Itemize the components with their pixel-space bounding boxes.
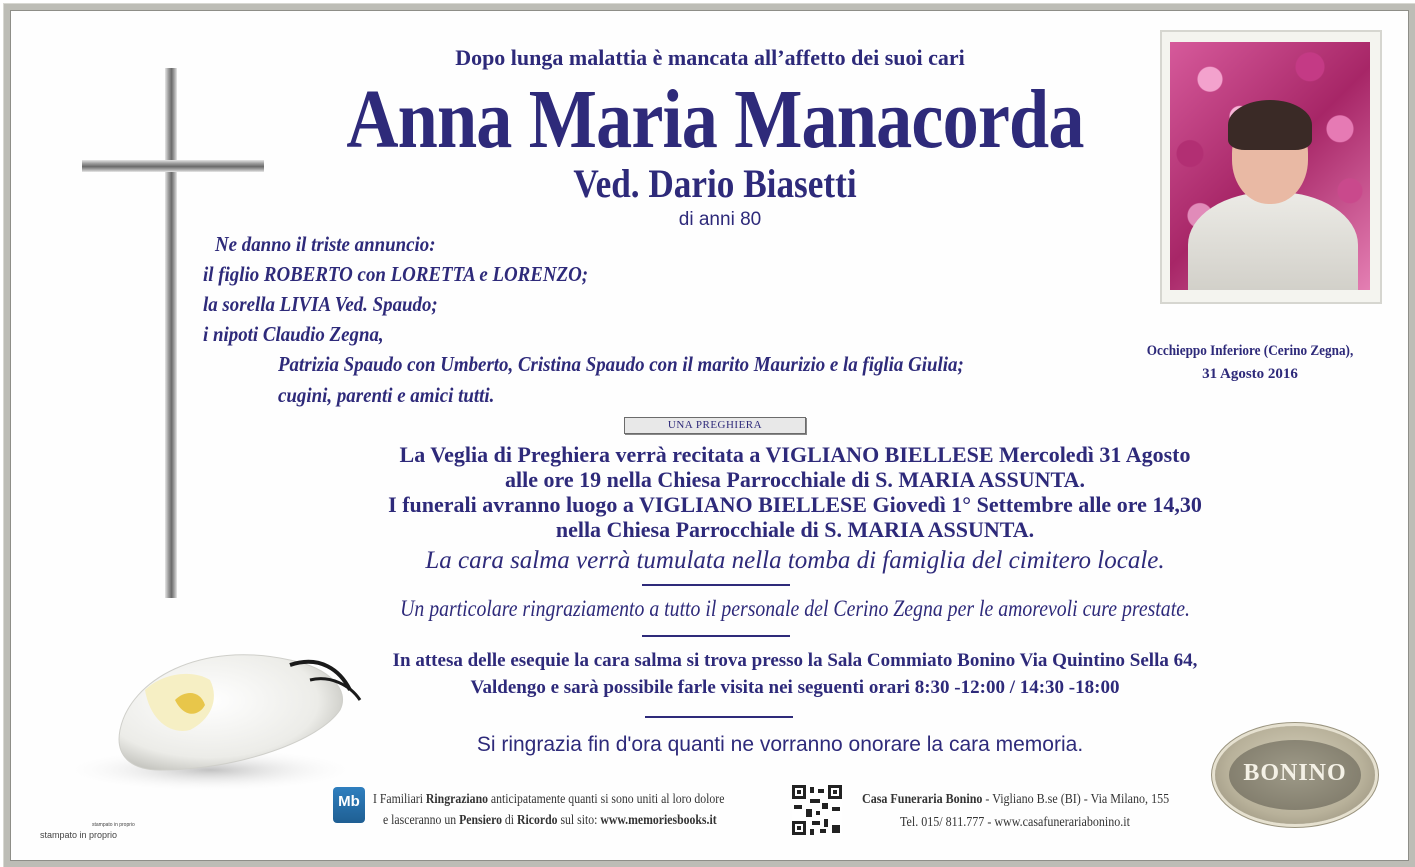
family-line-5: Patrizia Spaudo con Umberto, Cristina Spaudo con il marito Maurizio e la figlia Giulia; xyxy=(278,352,964,376)
intro-text: Dopo lunga malattia è mancata all’affetto dei suoi cari xyxy=(455,45,965,70)
deceased-name: Anna Maria Manacorda xyxy=(346,73,1084,166)
visiting-line-1: In attesa delle esequie la cara salma si trova presso la Sala Commiato Bonino Via Quintino Sella 64, xyxy=(392,650,1198,671)
funeral-home-name: Casa Funeraria Bonino xyxy=(862,792,983,807)
memoriesbooks-logo: Mb xyxy=(333,787,365,823)
date-text: 31 Agosto 2016 xyxy=(1202,366,1298,382)
memories-line-2-e: sul sito: xyxy=(557,813,601,828)
family-line-1: Ne danno il triste annuncio: xyxy=(215,232,436,256)
thanks-staff-text: Un particolare ringraziamento a tutto il personale del Cerino Zegna per le amorevoli cure prestate. xyxy=(400,596,1190,621)
memories-line-1-c: anticipatamente quanti si sono uniti al loro dolore xyxy=(487,792,725,807)
bonino-seal-logo xyxy=(1215,726,1375,824)
divider-3 xyxy=(645,716,793,718)
divider-2 xyxy=(642,635,790,637)
burial-text: La cara salma verrà tumulata nella tomba di famiglia del cimitero locale. xyxy=(425,547,1165,574)
qr-code-icon xyxy=(792,785,842,835)
family-line-3: la sorella LIVIA Ved. Spaudo; xyxy=(203,292,438,316)
memories-line-2-d: Ricordo xyxy=(517,813,558,828)
memories-line-2-b: Pensiero xyxy=(459,813,502,828)
widow-of: Ved. Dario Biasetti xyxy=(573,161,857,206)
memories-line-2-c: di xyxy=(501,813,518,828)
family-line-2: il figlio ROBERTO con LORETTA e LORENZO; xyxy=(203,262,589,286)
age-text: di anni 80 xyxy=(678,209,762,230)
ceremony-line-4: nella Chiesa Parrocchiale di S. MARIA ASSUNTA. xyxy=(555,517,1035,542)
funeral-home-line-1 xyxy=(862,792,1169,808)
cross-vertical-bar xyxy=(165,68,177,598)
prayer-label: UNA PREGHIERA xyxy=(624,417,806,434)
printed-small-text: stampato in proprio xyxy=(92,822,135,828)
memories-line-2 xyxy=(383,813,717,829)
memories-line-1-a: I Familiari xyxy=(373,792,426,807)
family-line-4: i nipoti Claudio Zegna, xyxy=(203,322,384,346)
funeral-home-address: - Vigliano B.se (BI) - Via Milano, 155 xyxy=(982,792,1170,807)
ceremony-line-1: La Veglia di Preghiera verrà recitata a VIGLIANO BIELLESE Mercoledì 31 Agosto xyxy=(399,442,1191,467)
divider-1 xyxy=(642,584,790,586)
place-text: Occhieppo Inferiore (Cerino Zegna), xyxy=(1146,343,1354,359)
family-line-6: cugini, parenti e amici tutti. xyxy=(278,383,495,407)
seal-text: BONINO xyxy=(1243,760,1347,786)
portrait-photo xyxy=(1170,42,1370,290)
memories-website-link[interactable]: www.memoriesbooks.it xyxy=(600,813,717,828)
visiting-line-2: Valdengo e sarà possibile farle visita nei seguenti orari 8:30 -12:00 / 14:30 -18:00 xyxy=(470,677,1120,698)
closing-text: Si ringrazia fin d'ora quanti ne vorranno onorare la cara memoria. xyxy=(476,733,1084,756)
calla-lily-image xyxy=(60,620,370,790)
photo-frame xyxy=(1160,30,1382,304)
ceremony-line-2: alle ore 19 nella Chiesa Parrocchiale di S. MARIA ASSUNTA. xyxy=(505,467,1085,492)
memories-line-2-a: e lasceranno un xyxy=(383,813,460,828)
cross-horizontal-bar xyxy=(82,160,264,172)
printed-text: stampato in proprio xyxy=(40,830,118,840)
funeral-home-contact[interactable]: Tel. 015/ 811.777 - www.casafunerariabonino.it xyxy=(900,815,1130,830)
memories-line-1 xyxy=(373,792,724,808)
ceremony-line-3: I funerali avranno luogo a VIGLIANO BIELLESE Giovedì 1° Settembre alle ore 14,30 xyxy=(388,492,1202,517)
memories-line-1-b: Ringraziano xyxy=(425,792,488,807)
